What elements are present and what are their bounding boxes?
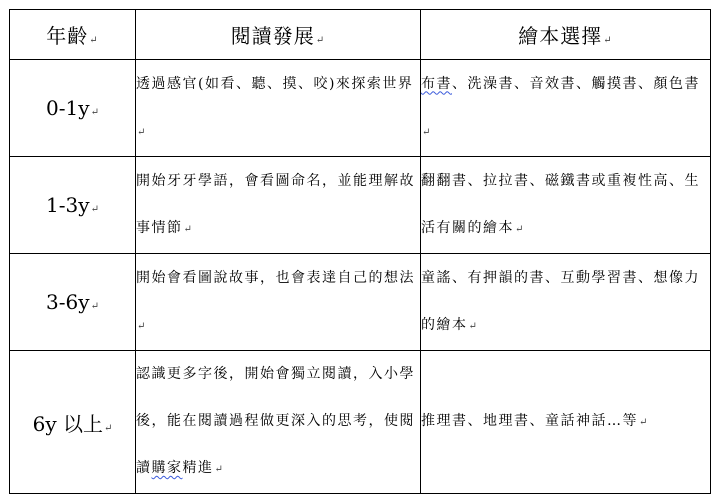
table-row — [10, 157, 711, 254]
header-development: 閱讀發展↵ — [136, 10, 421, 60]
table-row — [10, 60, 711, 157]
books-cell: 童謠、有押韻的書、互動學習書、想像力的繪本↵ — [421, 254, 711, 351]
header-age: 年齡↵ — [10, 10, 136, 60]
table-row — [10, 254, 711, 351]
reading-development-table — [9, 9, 711, 494]
development-cell: 開始牙牙學語，會看圖命名，並能理解故事情節↵ — [136, 157, 421, 254]
age-cell: 6y 以上↵ — [10, 351, 136, 494]
header-books: 繪本選擇↵ — [421, 10, 711, 60]
spellcheck-underline: 購家 — [151, 460, 183, 476]
development-cell: 開始會看圖說故事，也會表達自己的想法↵ — [136, 254, 421, 351]
spellcheck-underline: 布書 — [421, 75, 452, 92]
table-row — [10, 351, 711, 494]
books-cell: 布書、洗澡書、音效書、觸摸書、顏色書↵ — [421, 60, 711, 157]
development-cell: 透過感官(如看、聽、摸、咬)來探索世界↵ — [136, 60, 421, 157]
books-cell: 推理書、地理書、童話神話…等↵ — [421, 351, 711, 494]
age-cell: 0-1y↵ — [10, 60, 136, 157]
books-cell: 翻翻書、拉拉書、磁鐵書或重複性高、生活有關的繪本↵ — [421, 157, 711, 254]
age-cell: 3-6y↵ — [10, 254, 136, 351]
development-cell: 認識更多字後，開始會獨立閱讀，入小學後，能在閱讀過程做更深入的思考，使閱讀購家精進↵ — [136, 351, 421, 494]
header-row — [10, 10, 711, 60]
age-cell: 1-3y↵ — [10, 157, 136, 254]
